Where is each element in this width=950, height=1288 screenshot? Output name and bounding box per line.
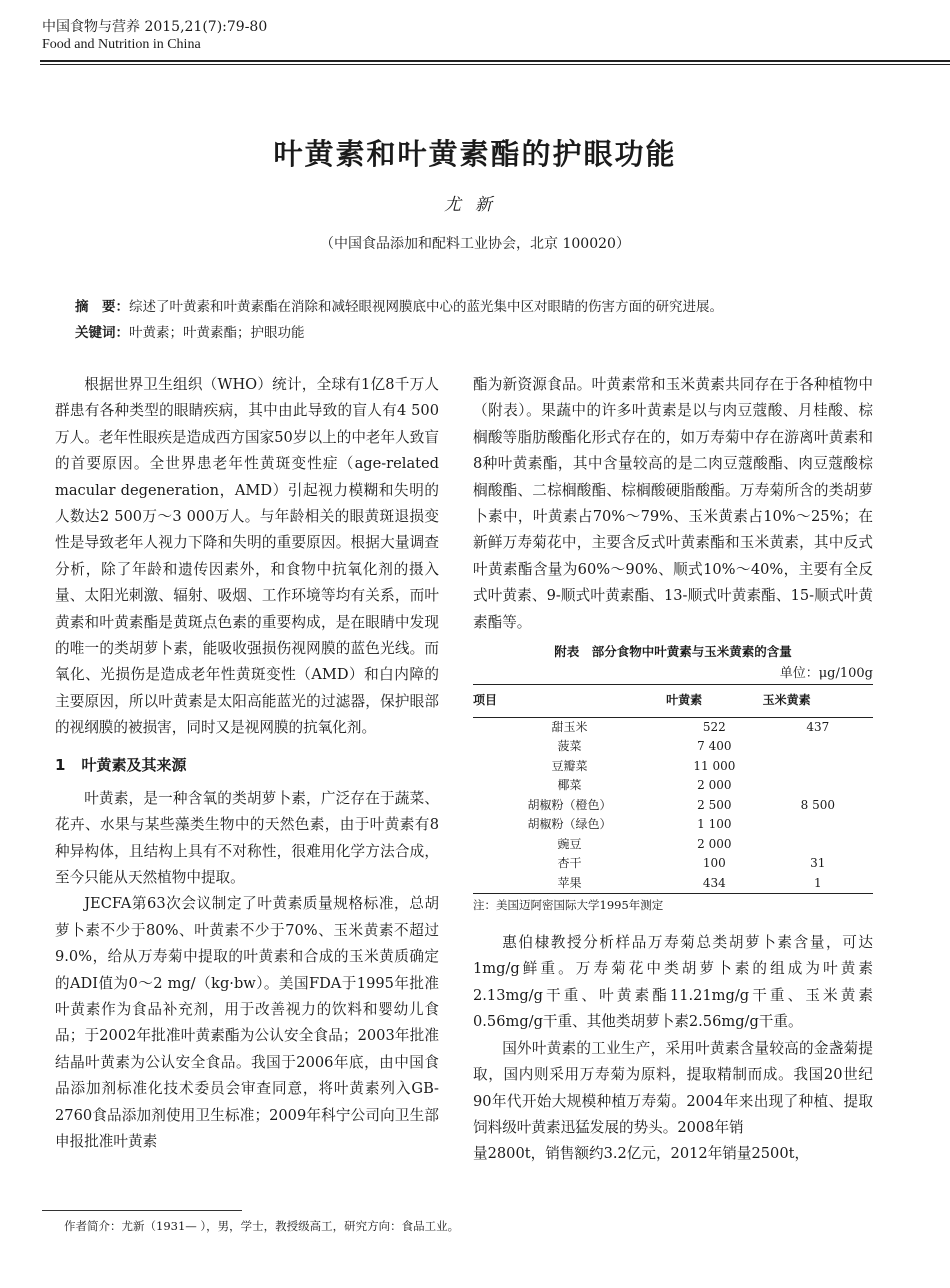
table-title: 附表 部分食物中叶黄素与玉米黄素的含量 xyxy=(554,644,792,660)
table-cell: 100 xyxy=(702,856,726,871)
table-cell: 31 xyxy=(810,856,826,871)
table-cell xyxy=(763,757,873,777)
table-cell: 豌豆 xyxy=(557,836,582,851)
footnote-rule xyxy=(42,1210,242,1211)
table-cell: 菠菜 xyxy=(557,739,582,754)
intro-paragraph: 根据世界卫生组织（WHO）统计，全球有1亿8千万人群患有各种类型的眼睛疾病，其中由此导致的盲人有4 500万人。老年性眼疾是造成西方国家50岁以上的中老年人致盲的首要原因。全世界患老年性黄斑变性症（age-related macular degeneration，AMD）引起视力模糊和失明的人数达2 500万～3 000万人。与年龄相关的眼黄斑退损变性是导致老年人视力下降和失明的重要原因。根据大量调查分析，除了年龄和遗传因素外，和食物中抗氧化剂的摄入量、太阳光刺激、辐射、吸烟、工作环境等均有关系，而叶黄素和叶黄素酯是黄斑点色素的重要构成，是在眼睛中发现的唯一的类胡萝卜素，能吸收强损伤视网膜的蓝色光线。而氧化、光损伤是造成老年性黄斑变性（AMD）和白内障的主要原因，所以叶黄素是太阳高能蓝光的过滤器，保护眼部的视纲膜的被损害，同时又是视网膜的抗氧化剂。 xyxy=(55,376,439,737)
table-row xyxy=(473,757,873,777)
keywords-text: 叶黄素；叶黄素酯；护眼功能 xyxy=(129,325,305,341)
table-note: 注：美国迈阿密国际大学1995年测定 xyxy=(473,898,664,913)
table-cell: 8 500 xyxy=(800,797,835,812)
table-cell: 甜玉米 xyxy=(551,719,588,734)
left-column xyxy=(55,372,439,1155)
food-lutein-table xyxy=(473,684,873,894)
paragraph: 国外叶黄素的工业生产，采用叶黄素含量较高的金盏菊提取，国内则采用万寿菊为原料，提取精制而成。我国20世纪90年代开始大规模种植万寿菊。2004年来出现了种植、提取饲料级叶黄素迅猛发展的势头。2008年销 xyxy=(473,1039,873,1136)
table-cell xyxy=(763,835,873,855)
keywords xyxy=(75,320,895,346)
table-row xyxy=(473,854,873,874)
paragraph: 叶黄素，是一种含氧的类胡萝卜素，广泛存在于蔬菜、花卉、水果与某些藻类生物中的天然色素，由于叶黄素有8种异构体，且结构上具有不对称性，很难用化学方法合成，至今只能从天然植物中提取。 xyxy=(55,789,439,886)
table-cell: 杏干 xyxy=(557,856,582,871)
abstract-text: 综述了叶黄素和叶黄素酯在消除和减轻眼视网膜底中心的蓝光集中区对眼睛的伤害方面的研究进展。 xyxy=(129,299,723,315)
author-footnote: 作者简介：尤新（1931— ），男，学士，教授级高工，研究方向：食品工业。 xyxy=(64,1219,460,1233)
table-cell xyxy=(763,737,873,757)
table-unit: 单位：μg/100g xyxy=(779,666,873,682)
table-cell: 437 xyxy=(806,719,830,734)
abstract xyxy=(75,294,895,320)
article-author: 尤新 xyxy=(444,195,506,215)
section-number: 1 xyxy=(55,755,66,774)
table-cell: 522 xyxy=(702,719,726,734)
article-title: 叶黄素和叶黄素酯的护眼功能 xyxy=(273,137,677,171)
table-row xyxy=(473,874,873,894)
table-cell: 椰菜 xyxy=(557,778,582,793)
paragraph: 酯为新资源食品。叶黄素常和玉米黄素共同存在于各种植物中（附表）。果蔬中的许多叶黄素是以与肉豆蔻酸、月桂酸、棕榈酸等脂肪酸酯化形式存在的，如万寿菊中存在游离叶黄素和8种叶黄素酯，其中含量较高的是二肉豆蔻酸酯、肉豆蔻酸棕榈酸酯、二棕榈酸酯、棕榈酸硬脂酸酯。万寿菊所含的类胡萝卜素中，叶黄素占70%～79%、玉米黄素占10%～25%；在新鲜万寿菊花中，主要含反式叶黄素酯和玉米黄素，其中反式叶黄素酯含量为60%～90%、顺式10%～40%，主要有全反式叶黄素、9-顺式叶黄素酯、13-顺式叶黄素酯、15-顺式叶黄素酯等。 xyxy=(473,376,873,631)
journal-name-en: Food and Nutrition in China xyxy=(42,37,201,52)
table-header-row xyxy=(473,685,873,718)
table-cell: 7 400 xyxy=(697,739,732,754)
table-cell: 胡椒粉（绿色） xyxy=(527,817,612,832)
table-row xyxy=(473,835,873,855)
table-row xyxy=(473,796,873,816)
table-cell xyxy=(763,776,873,796)
table-cell: 胡椒粉（橙色） xyxy=(527,797,612,812)
table-header-cell: 叶黄素 xyxy=(666,685,763,718)
table-cell: 2 500 xyxy=(697,797,732,812)
journal-header xyxy=(42,18,267,54)
table-cell: 1 100 xyxy=(697,817,732,832)
paragraph: 惠伯棣教授分析样品万寿菊总类胡萝卜素含量，可达1mg/g鲜重。万寿菊花中类胡萝卜素的组成为叶黄素2.13mg/g干重、叶黄素酯11.21mg/g干重、玉米黄素0.56mg/g干重、其他类胡萝卜素2.56mg/g干重。 xyxy=(473,934,873,1031)
section-title: 叶黄素及其来源 xyxy=(81,755,187,774)
table-cell: 豆瓣菜 xyxy=(551,758,588,773)
table-cell: 1 xyxy=(763,874,873,894)
header-rule-thin xyxy=(40,64,950,65)
table-row xyxy=(473,717,873,737)
journal-name-cn: 中国食物与营养 2015,21(7):79-80 xyxy=(42,19,268,35)
table-row xyxy=(473,815,873,835)
table-row xyxy=(473,737,873,757)
abstract-label: 摘 要： xyxy=(75,299,129,315)
keywords-label: 关键词： xyxy=(75,325,129,341)
table-cell: 苹果 xyxy=(473,874,666,894)
header-rule-thick xyxy=(40,60,950,62)
table-header-cell: 项目 xyxy=(473,685,666,718)
table-cell: 11 000 xyxy=(693,758,736,773)
section-heading xyxy=(55,752,439,778)
table-row xyxy=(473,776,873,796)
table-cell: 2 000 xyxy=(697,778,732,793)
table-cell: 2 000 xyxy=(697,836,732,851)
table-cell: 434 xyxy=(666,874,763,894)
article-affiliation: （中国食品添加和配料工业协会，北京 100020） xyxy=(320,236,630,252)
right-column xyxy=(473,372,873,1168)
abstract-block xyxy=(75,294,895,346)
table-cell xyxy=(763,815,873,835)
paragraph-continuation: 量2800t，销售额约3.2亿元，2012年销量2500t， xyxy=(473,1145,810,1163)
paragraph: JECFA第63次会议制定了叶黄素质量规格标准，总胡萝卜素不少于80%、叶黄素不少于70%、玉米黄素不超过9.0%，给从万寿菊中提取的叶黄素和合成的玉米黄质确定的ADI值为0～2 mg/（kg·bw）。美国FDA于1995年批准叶黄素作为食品补充剂，用于改善视力的饮料和婴幼儿食品；于2002年批准叶黄素酯为公认安全食品；2003年批准结晶叶黄素为公认安全食品。我国于2006年底，由中国食品添加剂标准化技术委员会审查同意，将叶黄素列入GB-2760食品添加剂使用卫生标准；2009年科宁公司向卫生部申报批准叶黄素 xyxy=(55,895,439,1150)
table-header-cell: 玉米黄素 xyxy=(763,685,873,718)
